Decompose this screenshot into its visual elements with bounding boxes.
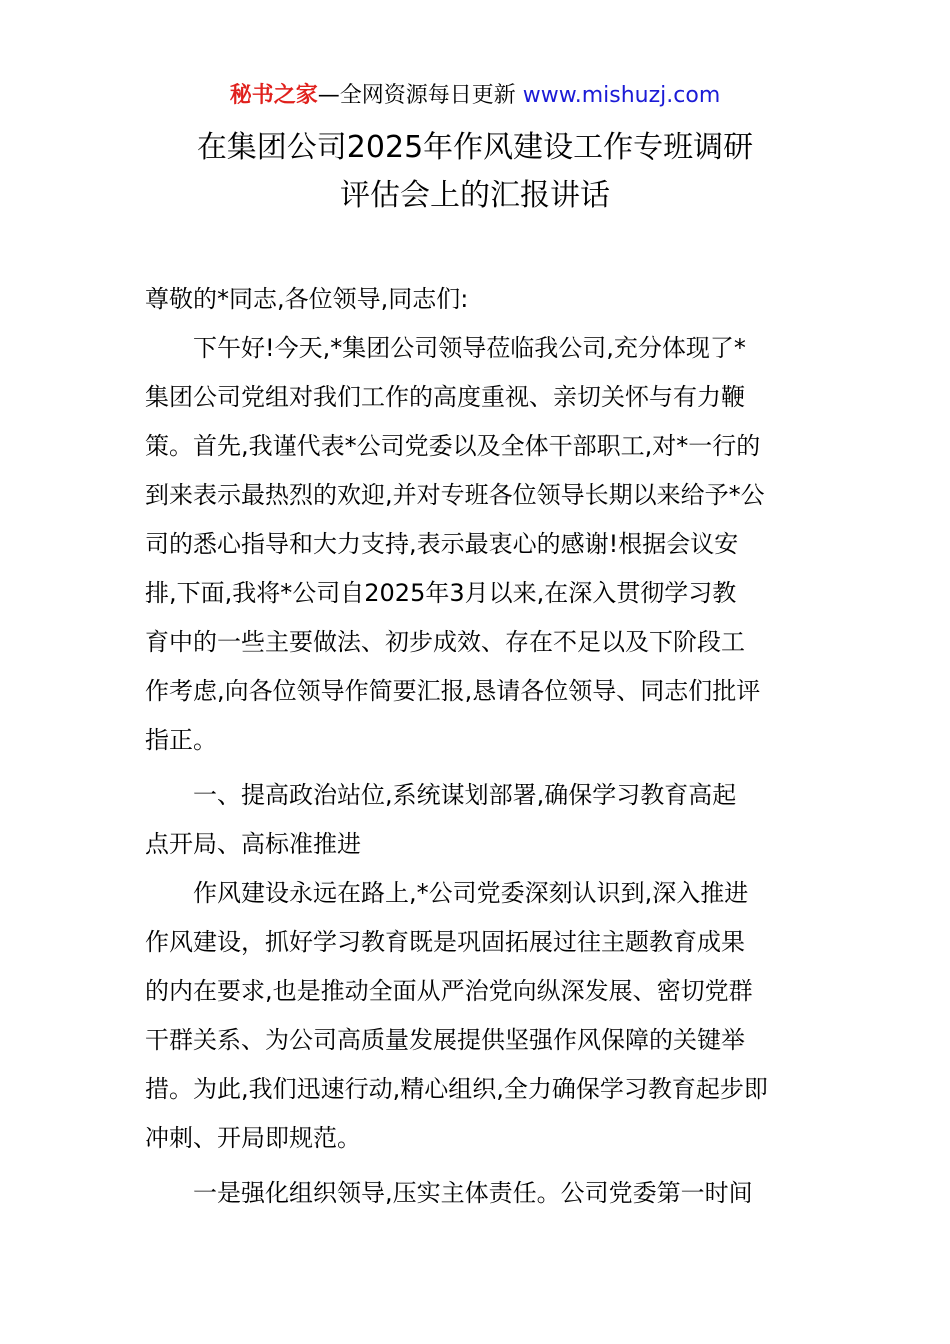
paragraph-line: 措。为此,我们迅速行动,精心组织,全力确保学习教育起步即 xyxy=(145,1075,768,1103)
paragraph-line: 指正。 xyxy=(145,726,217,754)
paragraph-line: 作风建设永远在路上,*公司党委深刻认识到,深入推进 xyxy=(193,879,749,907)
paragraph-opening xyxy=(145,324,810,765)
paragraph-line: 排,下面,我将*公司自2025年3月以来,在深入贯彻学习教 xyxy=(145,579,737,607)
paragraph-line: 集团公司党组对我们工作的高度重视、亲切关怀与有力鞭 xyxy=(145,383,745,411)
brand-name: 秘书之家 xyxy=(229,83,318,108)
section-heading-1 xyxy=(145,771,810,869)
paragraph-line: 到来表示最热烈的欢迎,并对专班各位领导长期以来给予*公 xyxy=(145,481,765,509)
document-title-line-1: 在集团公司2025年作风建设工作专班调研 xyxy=(196,130,754,165)
greeting-line: 尊敬的*同志,各位领导,同志们: xyxy=(145,285,469,313)
paragraph-section-1 xyxy=(145,869,810,1163)
document-title-line-2: 评估会上的汇报讲话 xyxy=(340,178,610,213)
paragraph-line: 司的悉心指导和大力支持,表示最衷心的感谢!根据会议安 xyxy=(145,530,739,558)
paragraph-line: 的内在要求,也是推动全面从严治党向纵深发展、密切党群 xyxy=(145,977,753,1005)
heading-line: 一、提高政治站位,系统谋划部署,确保学习教育高起 xyxy=(193,781,737,809)
heading-line: 点开局、高标准推进 xyxy=(145,830,361,858)
site-link[interactable]: www.mishuzj.com xyxy=(522,83,721,108)
paragraph-line: 下午好!今天,*集团公司领导莅临我公司,充分体现了* xyxy=(193,334,746,362)
paragraph-point-1 xyxy=(145,1169,810,1218)
site-header xyxy=(0,80,950,112)
paragraph-line: 干群关系、为公司高质量发展提供坚强作风保障的关键举 xyxy=(145,1026,745,1054)
paragraph-line: 育中的一些主要做法、初步成效、存在不足以及下阶段工 xyxy=(145,628,745,656)
paragraph-line: 作风建设，抓好学习教育既是巩固拓展过往主题教育成果 xyxy=(145,928,745,956)
paragraph-line: 冲刺、开局即规范。 xyxy=(145,1124,361,1152)
paragraph-line: 一是强化组织领导,压实主体责任。公司党委第一时间 xyxy=(193,1179,753,1207)
paragraph-line: 作考虑,向各位领导作简要汇报,恳请各位领导、同志们批评 xyxy=(145,677,761,705)
paragraph-line: 策。首先,我谨代表*公司党委以及全体干部职工,对*一行的 xyxy=(145,432,761,460)
header-tagline: —全网资源每日更新 xyxy=(317,83,523,108)
greeting xyxy=(145,275,810,324)
